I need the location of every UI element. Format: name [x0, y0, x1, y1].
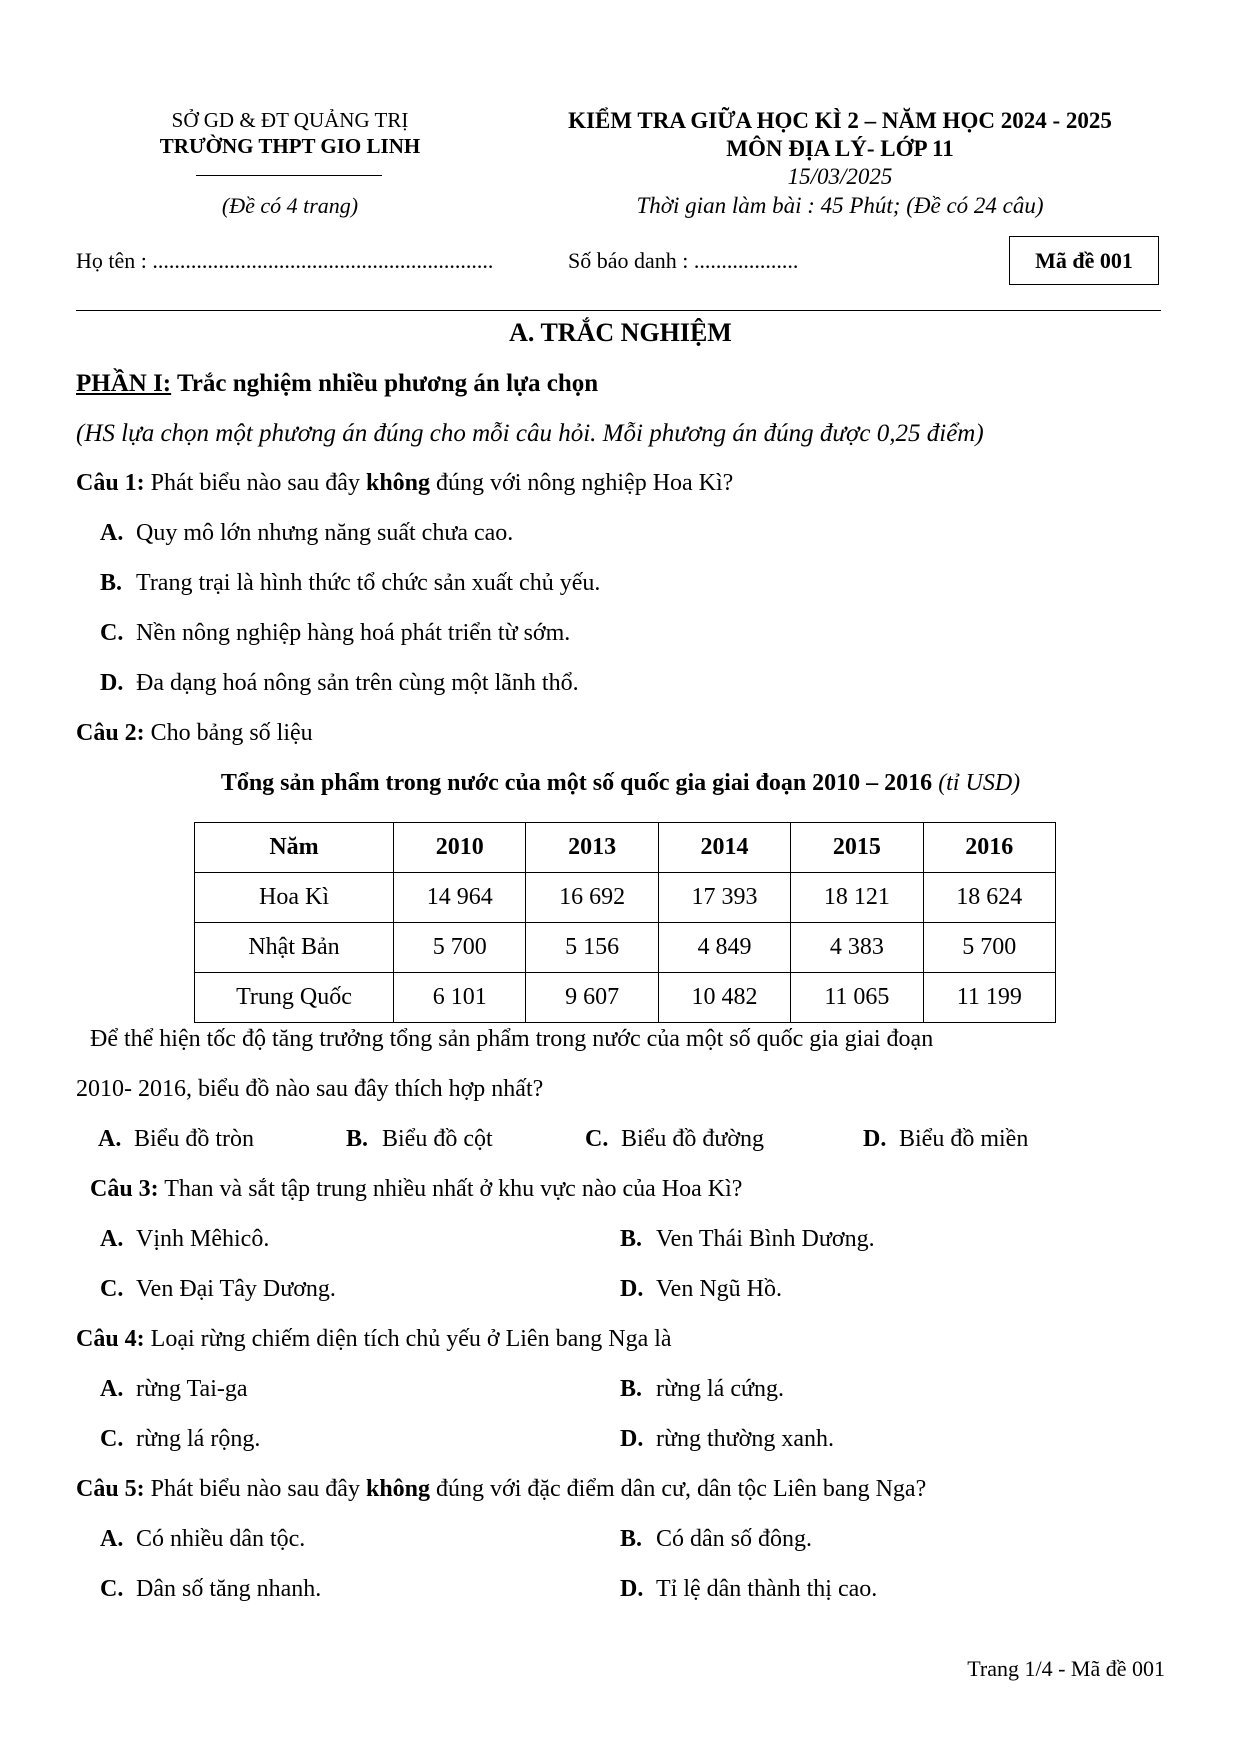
option-letter: B.: [100, 570, 123, 596]
option-text: Biểu đồ tròn: [134, 1126, 254, 1152]
table-cell: 4 383: [791, 923, 923, 973]
table-header: 2016: [923, 823, 1055, 873]
option-letter: A.: [100, 1526, 124, 1552]
option-text: Ven Ngũ Hồ.: [656, 1276, 782, 1302]
question-text: Than và sắt tập trung nhiều nhất ở khu vực nào của Hoa Kì?: [158, 1176, 743, 1202]
gdp-table: [194, 822, 1056, 1023]
option-letter: B.: [346, 1126, 369, 1152]
header-rule: [76, 310, 1161, 311]
option-letter: B.: [620, 1376, 643, 1402]
option-text: Quy mô lớn nhưng năng suất chưa cao.: [136, 520, 514, 546]
table-row: [195, 973, 1056, 1023]
option-letter: D.: [100, 670, 124, 696]
header-divider: [196, 175, 382, 176]
option-letter: A.: [100, 1376, 124, 1402]
option-text: rừng lá cứng.: [656, 1376, 784, 1402]
option-text: Ven Đại Tây Dương.: [136, 1276, 336, 1302]
table-header-row: [195, 823, 1056, 873]
option-letter: B.: [620, 1226, 643, 1252]
q5-option-a[interactable]: [100, 1526, 305, 1553]
table-cell: 6 101: [394, 973, 526, 1023]
question-text: Loại rừng chiếm diện tích chủ yếu ở Liên bang Nga là: [144, 1326, 672, 1352]
option-text: rừng Tai-ga: [136, 1376, 248, 1402]
q4-option-d[interactable]: [620, 1426, 834, 1453]
q1-option-d[interactable]: [100, 670, 579, 697]
table-header: 2010: [394, 823, 526, 873]
q3-option-d[interactable]: [620, 1276, 782, 1303]
student-id-field[interactable]: Số báo danh : ...................: [568, 248, 799, 273]
option-text: Ven Thái Bình Dương.: [656, 1226, 875, 1252]
table-header: 2014: [658, 823, 790, 873]
q2-option-c[interactable]: [585, 1126, 764, 1153]
table-cell: 16 692: [526, 873, 658, 923]
q2-question-line-1: Để thể hiện tốc độ tăng trưởng tổng sản phẩm trong nước của một số quốc gia giai đoạn: [90, 1026, 934, 1052]
option-letter: C.: [100, 620, 124, 646]
q4-option-c[interactable]: [100, 1426, 260, 1453]
option-letter: A.: [100, 520, 124, 546]
option-letter: C.: [100, 1276, 124, 1302]
table-cell: 14 964: [394, 873, 526, 923]
option-letter: C.: [100, 1426, 124, 1452]
question-label: Câu 2:: [76, 720, 145, 746]
table-row: [195, 923, 1056, 973]
table-cell: 10 482: [658, 973, 790, 1023]
question-text: Cho bảng số liệu: [144, 720, 313, 746]
q1-option-b[interactable]: [100, 570, 600, 597]
option-text: Có nhiều dân tộc.: [136, 1526, 306, 1552]
option-text: Nền nông nghiệp hàng hoá phát triển từ sớm.: [136, 620, 571, 646]
school-name: TRƯỜNG THPT GIO LINH: [159, 134, 421, 158]
part-label: PHẦN I:: [76, 370, 172, 397]
question-text-end: đúng với đặc điểm dân cư, dân tộc Liên bang Nga?: [430, 1476, 927, 1502]
table-cell: Nhật Bản: [195, 923, 394, 973]
question-label: Câu 1:: [76, 470, 145, 496]
table-cell: 5 700: [923, 923, 1055, 973]
question-4: [76, 1326, 672, 1353]
option-letter: D.: [620, 1426, 644, 1452]
q2-option-a[interactable]: [98, 1126, 254, 1153]
question-text: Phát biểu nào sau đây: [144, 470, 366, 496]
exam-title: KIỂM TRA GIỮA HỌC KÌ 2 – NĂM HỌC 2024 - 2025: [568, 108, 1112, 133]
option-text: rừng thường xanh.: [656, 1426, 835, 1452]
option-text: Trang trại là hình thức tổ chức sản xuất chủ yếu.: [136, 570, 601, 596]
table-cell: 5 156: [526, 923, 658, 973]
question-text: Phát biểu nào sau đây: [144, 1476, 366, 1502]
pages-note: (Đề có 4 trang): [221, 193, 359, 218]
question-emphasis: không: [365, 1476, 431, 1502]
option-text: Tỉ lệ dân thành thị cao.: [656, 1576, 878, 1602]
q2-question-line-2: 2010- 2016, biểu đồ nào sau đây thích hợp nhất?: [76, 1076, 544, 1102]
table-cell: 11 065: [791, 973, 923, 1023]
q5-option-d[interactable]: [620, 1576, 877, 1603]
question-label: Câu 4:: [76, 1326, 145, 1352]
time-note: Thời gian làm bài : 45 Phút; (Đề có 24 câu): [636, 193, 1044, 218]
table-header: Năm: [195, 823, 394, 873]
q1-option-c[interactable]: [100, 620, 570, 647]
option-letter: C.: [100, 1576, 124, 1602]
q4-option-b[interactable]: [620, 1376, 784, 1403]
q3-option-a[interactable]: [100, 1226, 269, 1253]
table-cell: 17 393: [658, 873, 790, 923]
student-name-field[interactable]: Họ tên : ..............................................................: [76, 248, 494, 273]
option-text: rừng lá rộng.: [136, 1426, 261, 1452]
dept-name: SỞ GD & ĐT QUẢNG TRỊ: [171, 108, 409, 132]
option-letter: D.: [863, 1126, 887, 1152]
table-cell: Hoa Kì: [195, 873, 394, 923]
table-cell: 5 700: [394, 923, 526, 973]
table-row: [195, 873, 1056, 923]
subject-title: MÔN ĐỊA LÝ- LỚP 11: [726, 136, 954, 161]
q5-option-b[interactable]: [620, 1526, 812, 1553]
instruction: (HS lựa chọn một phương án đúng cho mỗi câu hỏi. Mỗi phương án đúng được 0,25 điểm): [76, 420, 984, 447]
table-cell: 18 624: [923, 873, 1055, 923]
question-2: [76, 720, 313, 747]
option-text: Biểu đồ đường: [621, 1126, 765, 1152]
q2-option-d[interactable]: [863, 1126, 1028, 1153]
option-text: Biểu đồ cột: [382, 1126, 493, 1152]
table-unit: (tỉ USD): [932, 770, 1021, 796]
option-letter: D.: [620, 1276, 644, 1302]
option-letter: C.: [585, 1126, 609, 1152]
table-cell: 11 199: [923, 973, 1055, 1023]
question-label: Câu 3:: [90, 1176, 159, 1202]
part-heading: [76, 370, 598, 398]
option-text: Dân số tăng nhanh.: [136, 1576, 322, 1602]
table-title-text: Tổng sản phẩm trong nước của một số quốc gia giai đoạn 2010 – 2016: [220, 770, 933, 796]
question-label: Câu 5:: [76, 1476, 145, 1502]
question-emphasis: không: [365, 470, 431, 496]
table-cell: 4 849: [658, 923, 790, 973]
option-text: Có dân số đông.: [656, 1526, 812, 1552]
question-text-end: đúng với nông nghiệp Hoa Kì?: [430, 470, 734, 496]
exam-date: 15/03/2025: [787, 164, 893, 189]
table-cell: 18 121: [791, 873, 923, 923]
question-5: [76, 1476, 926, 1503]
option-text: Biểu đồ miền: [899, 1126, 1029, 1152]
table-header: 2013: [526, 823, 658, 873]
option-letter: A.: [98, 1126, 122, 1152]
question-1: [76, 470, 733, 497]
table-title: [0, 770, 1241, 797]
exam-code-box: Mã đề 001: [1009, 236, 1159, 285]
table-cell: 9 607: [526, 973, 658, 1023]
q3-option-c[interactable]: [100, 1276, 336, 1303]
q5-option-c[interactable]: [100, 1576, 321, 1603]
table-cell: Trung Quốc: [195, 973, 394, 1023]
q3-option-b[interactable]: [620, 1226, 875, 1253]
option-letter: D.: [620, 1576, 644, 1602]
part-title: Trắc nghiệm nhiều phương án lựa chọn: [171, 370, 599, 397]
question-3: [90, 1176, 742, 1203]
q2-option-b[interactable]: [346, 1126, 493, 1153]
page-footer: Trang 1/4 - Mã đề 001: [967, 1656, 1165, 1681]
option-text: Đa dạng hoá nông sản trên cùng một lãnh thổ.: [136, 670, 579, 696]
q1-option-a[interactable]: [100, 520, 513, 547]
option-letter: A.: [100, 1226, 124, 1252]
option-text: Vịnh Mêhicô.: [136, 1226, 270, 1252]
option-letter: B.: [620, 1526, 643, 1552]
q4-option-a[interactable]: [100, 1376, 248, 1403]
section-title: A. TRẮC NGHIỆM: [509, 318, 732, 347]
table-header: 2015: [791, 823, 923, 873]
